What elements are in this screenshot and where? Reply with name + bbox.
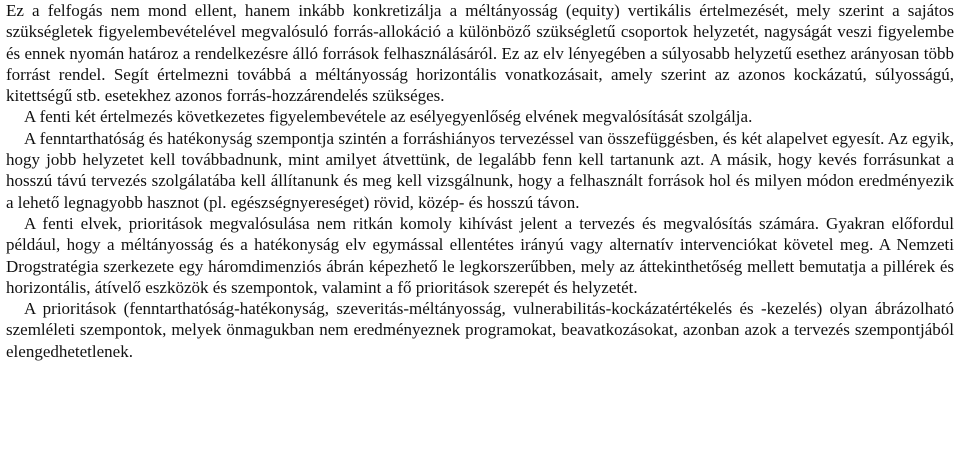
paragraph-equal-opportunity: A fenti két értelmezés következetes figyelembevétele az esélyegyenlőség elvének megvalósítását szolgálja. bbox=[24, 107, 753, 127]
paragraph-equity-interpretation: Ez a felfogás nem mond ellent, hanem inkább konkretizálja a méltányosság (equity) vertikális értelmezését, mely szerint a sajátos szükségletek figyelembevételével megvalósuló forrás-allokáció a különböző szükségletű csoportok helyzetét, nagyságát veszi figyelembe és ennek nyomán határoz a rendelkezésre álló források felhasználásáról. Ez az elv lényegében a súlyosabb helyzetű esethez arányosan több forrást rendel. Segít értelmezni továbbá a méltányosság horizontális vonatkozásait, amely szerint az azonos kockázatú, súlyosságú, kitettségű stb. esetekhez azonos forrás-hozzárendelés szükséges. bbox=[6, 1, 954, 106]
paragraph-priorities: A prioritások (fenntarthatóság-hatékonyság, szeveritás-méltányosság, vulnerabilitás-kockázatértékelés és -kezelés) olyan ábrázolható szemléleti szempontok, melyek önmagukban nem eredményeznek programokat, beavatkozásokat, azonban azok a tervezés szempontjából elengedhetetlenek. bbox=[6, 299, 954, 361]
paragraph-challenges: A fenti elvek, prioritások megvalósulása nem ritkán komoly kihívást jelent a tervezés és megvalósítás számára. Gyakran előfordul például, hogy a méltányosság és a hatékonyság elv egymással ellentétes irányú vagy alternatív intervenciókat követel meg. A Nemzeti Drogstratégia szerkezete egy háromdimenziós ábrán képezhető le legkorszerűbben, mely az áttekinthetőség mellett bemutatja a pillérek és horizontális, átívelő eszközök és szempontok, valamint a fő prioritások szerepét és helyzetét. bbox=[6, 213, 954, 297]
paragraph-sustainability: A fenntarthatóság és hatékonyság szempontja szintén a forráshiányos tervezéssel van összefüggésben, és két alapelvet egyesít. Az egyik, hogy jobb helyzetet kell továbbadnunk, mint amilyet átvettünk, de legalább fenn kell tartanunk azt. A másik, hogy kevés forrásunkat a hosszú távú tervezés szolgálatába kell állítanunk és meg kell vizsgálnunk, hogy a felhasznált források hol és milyen módon eredményezik a lehető legnagyobb hasznot (pl. egészségnyereséget) rövid, közép- és hosszú távon. bbox=[6, 128, 954, 212]
